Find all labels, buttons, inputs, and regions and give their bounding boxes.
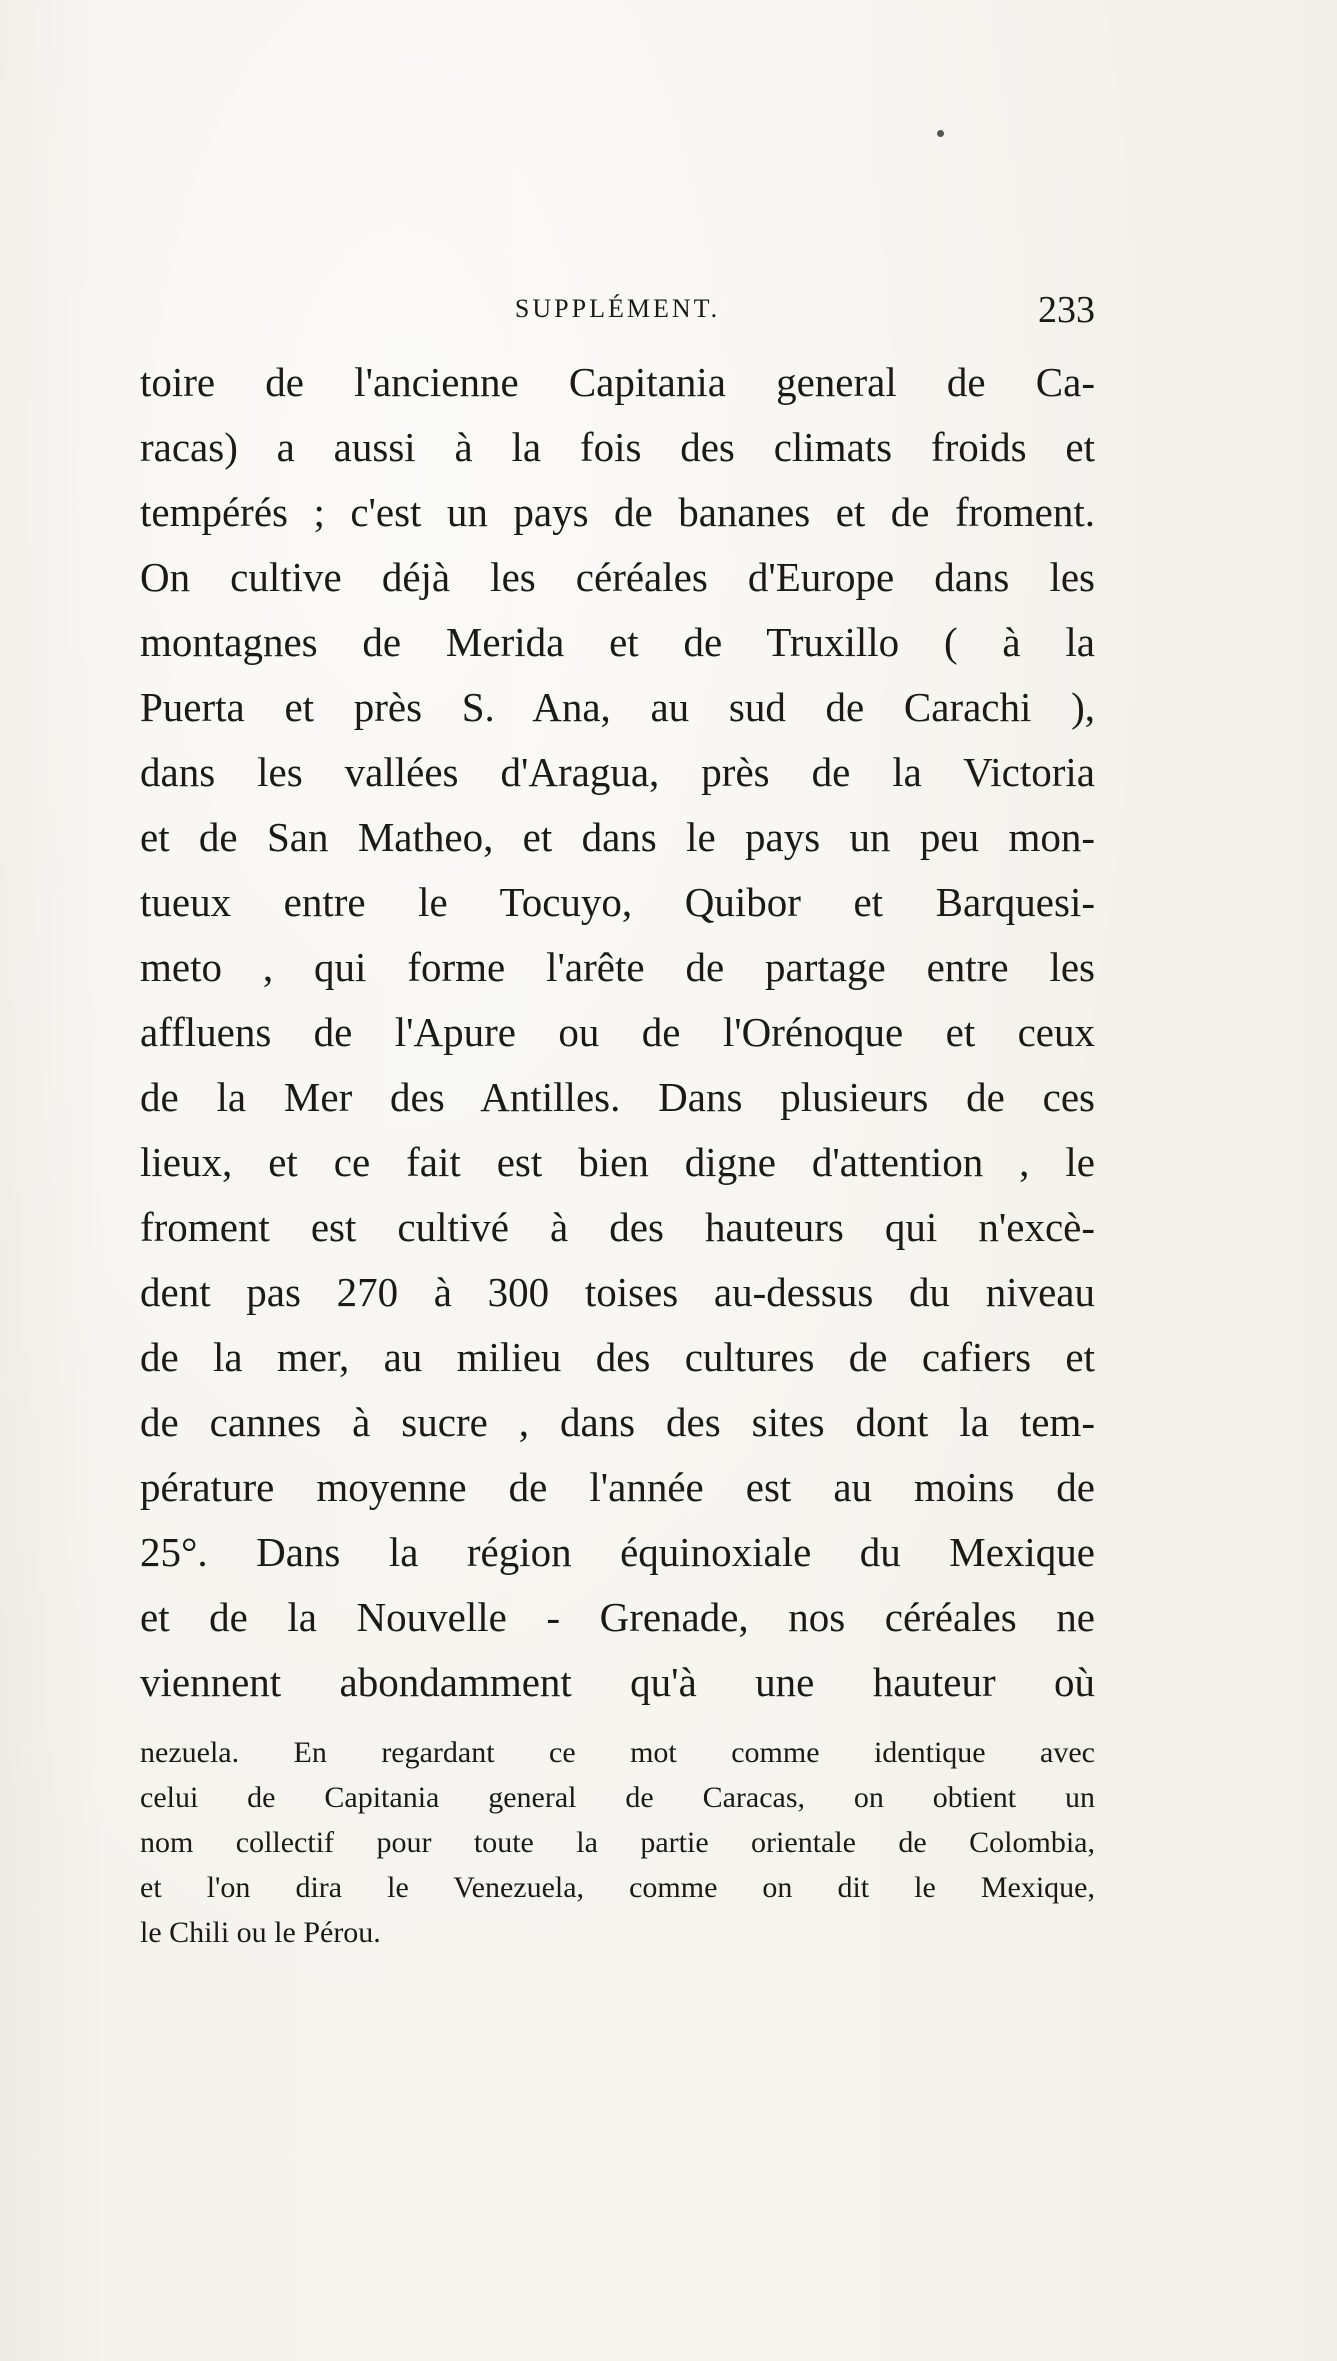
text-line: et de la Nouvelle - Grenade, nos céréales ne: [140, 1594, 1095, 1640]
running-head: SUPPLÉMENT.: [514, 294, 721, 323]
text-line: dent pas 270 à 300 toises au-dessus du niveau: [140, 1269, 1095, 1315]
page-header: [140, 288, 1095, 338]
footnote-line: le Chili ou le Pérou.: [140, 1916, 381, 1949]
footnote-line: nom collectif pour toute la partie orientale de Colombia,: [140, 1826, 1095, 1859]
text-line: affluens de l'Apure ou de l'Orénoque et ceux: [140, 1009, 1095, 1055]
footnote: [140, 1730, 1095, 1955]
text-line: de cannes à sucre , dans des sites dont la tem-: [140, 1399, 1095, 1445]
text-line: toire de l'ancienne Capitania general de Ca-: [140, 359, 1095, 405]
main-text: [140, 350, 1095, 1715]
footnote-line: celui de Capitania general de Caracas, on obtient un: [140, 1781, 1095, 1814]
text-line: tempérés ; c'est un pays de bananes et de froment.: [140, 489, 1095, 535]
text-line: montagnes de Merida et de Truxillo ( à la: [140, 619, 1095, 665]
text-line: Puerta et près S. Ana, au sud de Carachi ),: [140, 684, 1095, 730]
text-line: de la Mer des Antilles. Dans plusieurs de ces: [140, 1074, 1095, 1120]
text-line: pérature moyenne de l'année est au moins de: [140, 1464, 1095, 1510]
text-line: dans les vallées d'Aragua, près de la Victoria: [140, 749, 1095, 795]
text-line: racas) a aussi à la fois des climats froids et: [140, 424, 1095, 470]
text-line: lieux, et ce fait est bien digne d'attention , le: [140, 1139, 1095, 1185]
footnote-line: et l'on dira le Venezuela, comme on dit le Mexique,: [140, 1871, 1095, 1904]
text-line: meto , qui forme l'arête de partage entre les: [140, 944, 1095, 990]
text-line: froment est cultivé à des hauteurs qui n'excè-: [140, 1204, 1095, 1250]
text-line: On cultive déjà les céréales d'Europe dans les: [140, 554, 1095, 600]
text-line: tueux entre le Tocuyo, Quibor et Barquesi-: [140, 879, 1095, 925]
text-line: et de San Matheo, et dans le pays un peu mon-: [140, 814, 1095, 860]
footnote-line: nezuela. En regardant ce mot comme identique avec: [140, 1736, 1095, 1769]
page-number: 233: [1038, 289, 1095, 331]
text-line: de la mer, au milieu des cultures de cafiers et: [140, 1334, 1095, 1380]
ink-speck: [937, 130, 944, 137]
text-line: 25°. Dans la région équinoxiale du Mexique: [140, 1529, 1095, 1575]
text-line: viennent abondamment qu'à une hauteur où: [140, 1659, 1095, 1705]
